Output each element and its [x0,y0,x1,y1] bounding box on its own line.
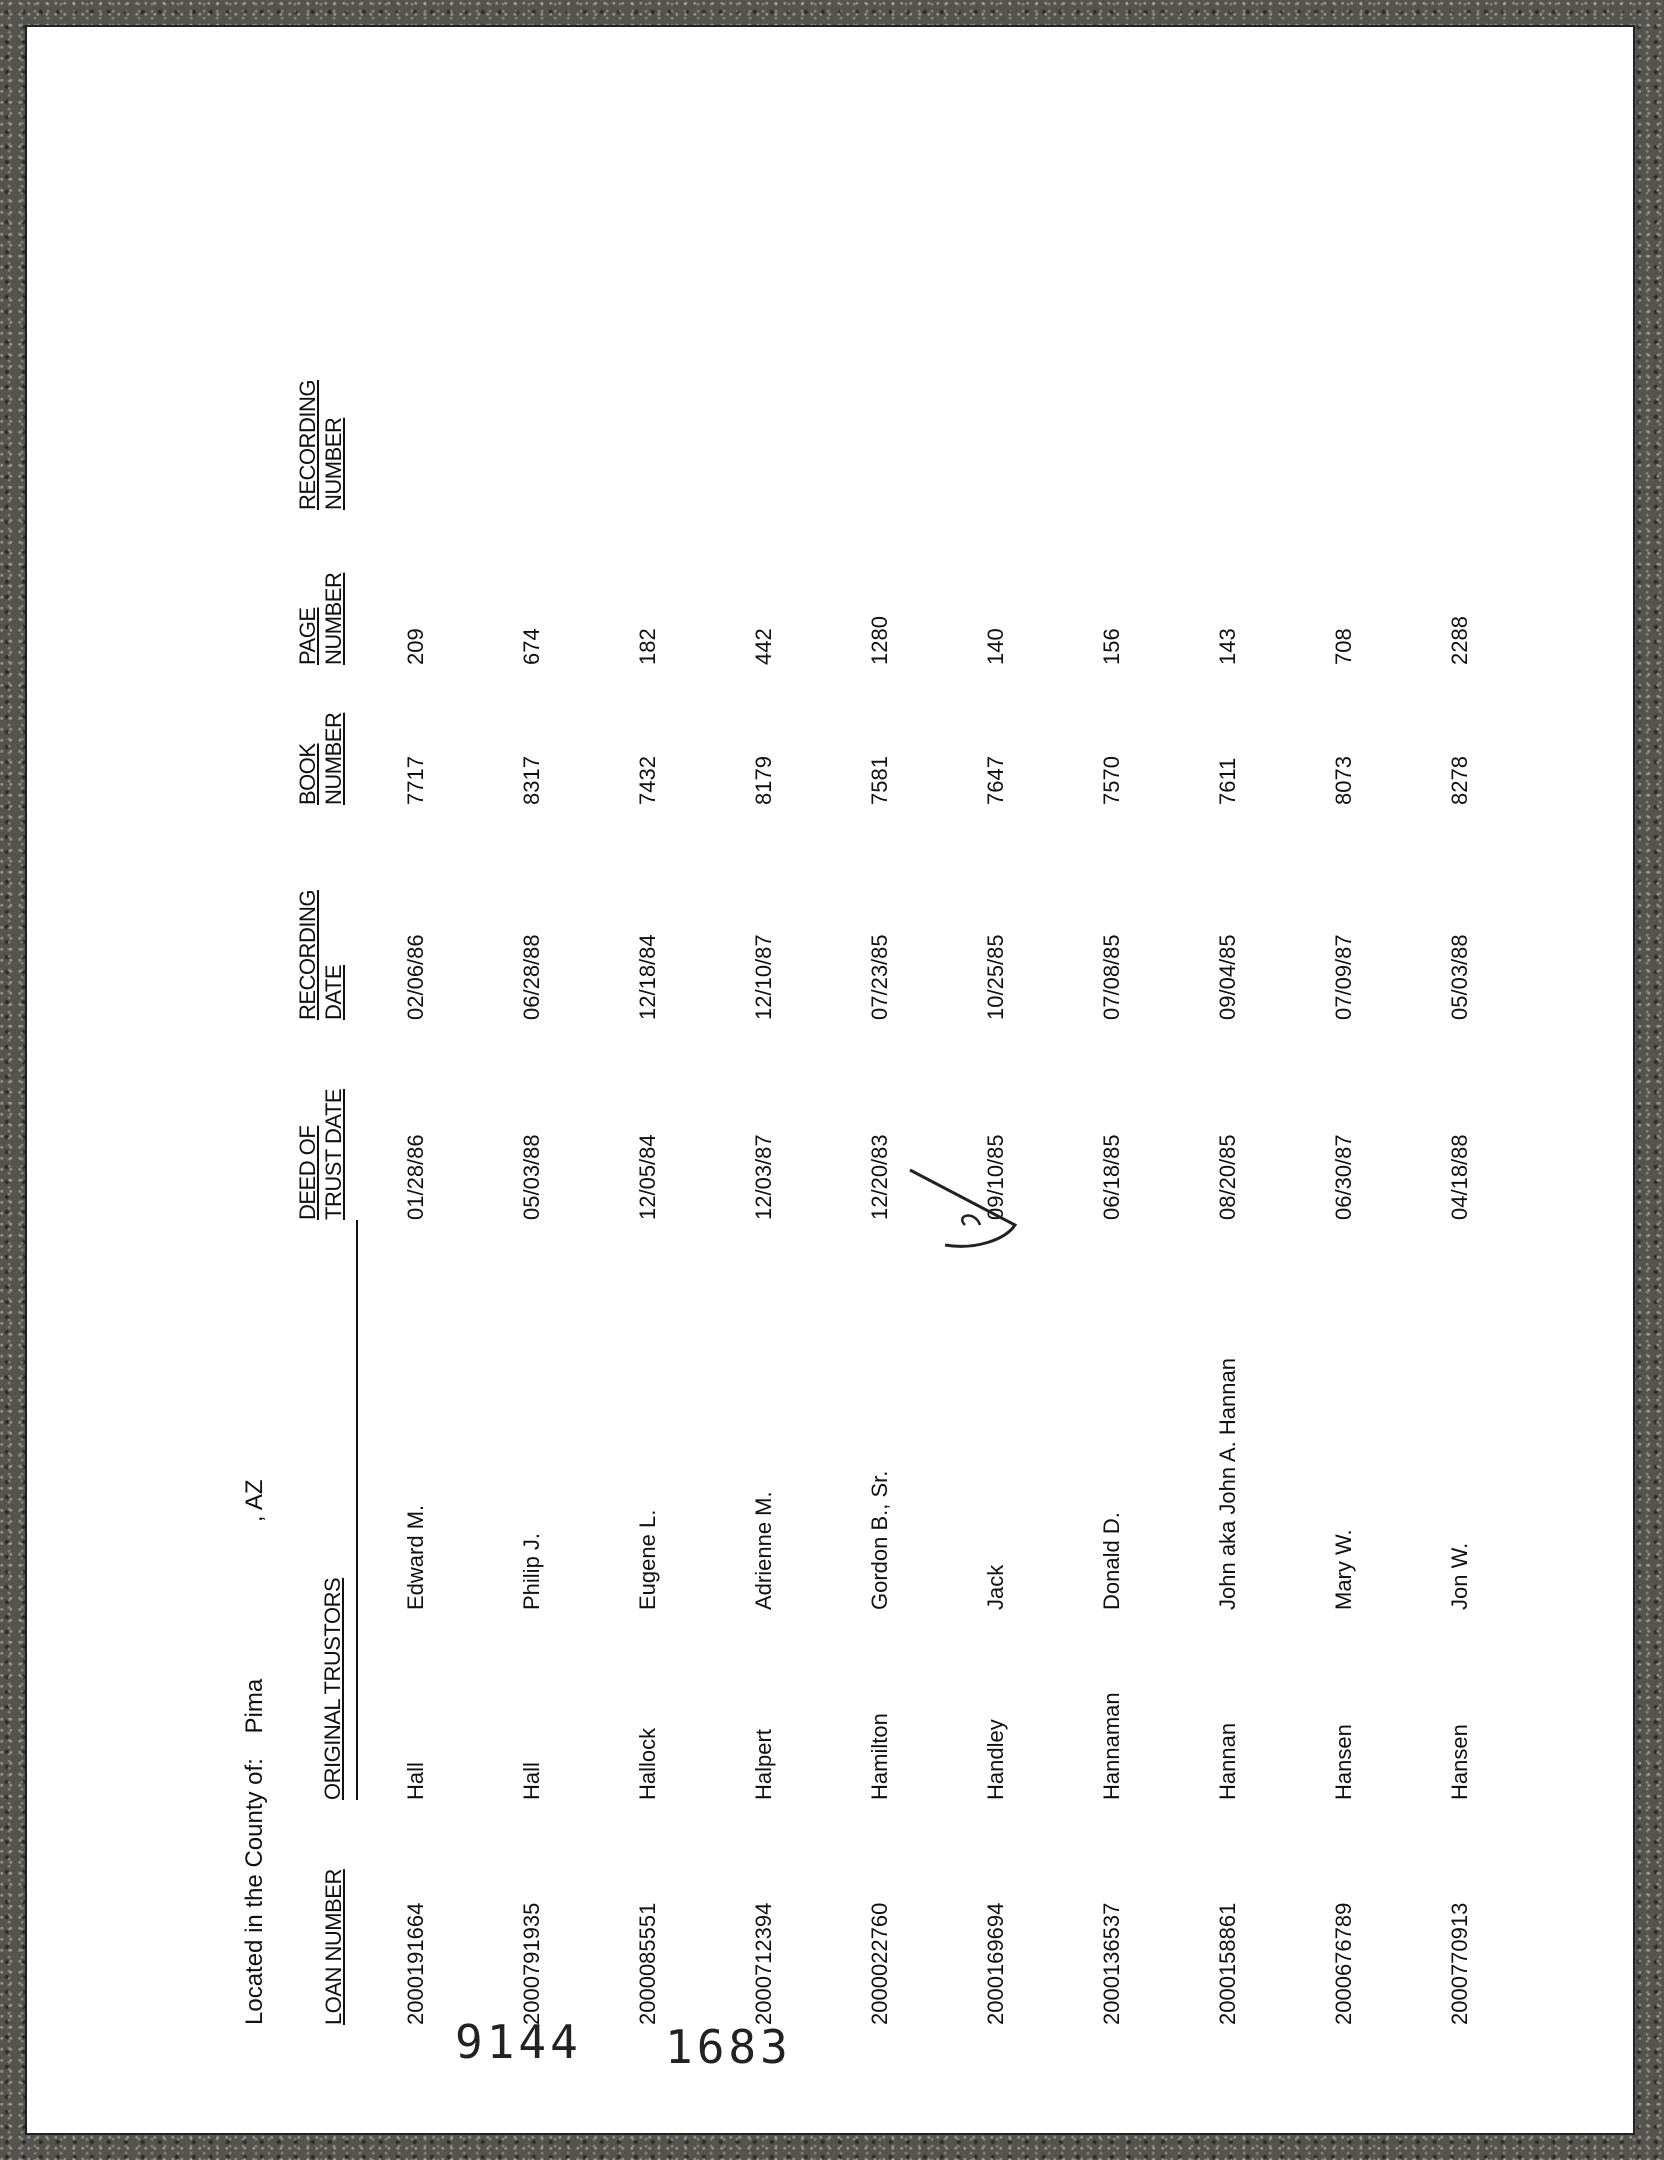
rotated-content [235,205,1615,2025]
trustor-first-name-cell: Gordon B., Sr. [867,1470,892,1610]
book-number-cell: 7581 [867,756,892,805]
table-row [1402,380,1518,2025]
page-number-cell: 1280 [867,616,892,665]
loan-number-cell: 2000022760 [867,1902,892,2025]
trustor-first-name-cell: John aka John A. Hannan [1215,1358,1240,1610]
deed-of-trust-date-cell: 12/03/87 [751,1134,776,1220]
page-number-cell: 182 [635,628,660,665]
loan-number-cell: 2000770913 [1447,1902,1472,2025]
table-row [590,380,706,2025]
recording-number-cell [706,380,822,510]
recording-date-cell: 05/03/88 [1447,934,1472,1020]
header-page-line-1: PAGE [295,607,320,665]
table-row [706,380,822,2025]
page-number-cell: 442 [751,628,776,665]
book-number-cell: 8317 [519,756,544,805]
trustor-last-name-cell: Handley [983,1719,1008,1800]
table-row [1054,380,1170,2025]
table-row [1286,380,1402,2025]
trustor-first-name-cell: Philip J. [519,1532,544,1610]
header-deed-line-2: TRUST DATE [321,1088,346,1220]
document-page [25,25,1635,2135]
loan-number-cell: 2000791935 [519,1902,544,2025]
book-number-cell: 7647 [983,756,1008,805]
trustor-first-name-cell: Eugene L. [635,1509,660,1610]
recording-date-cell: 06/28/88 [519,934,544,1020]
trustor-last-name-cell: Hall [403,1762,428,1800]
recording-number-cell [357,380,474,510]
header-rdate-line-1: RECORDING [295,890,320,1020]
book-number-cell: 7570 [1099,756,1124,805]
loan-number-cell: 2000169694 [983,1902,1008,2025]
deed-of-trust-date-cell: 01/28/86 [402,1134,428,1220]
loan-number-cell: 2000676789 [1331,1902,1356,2025]
book-number-cell: 8073 [1331,756,1356,805]
recording-date-cell: 09/04/85 [1215,934,1240,1020]
recording-date-cell: 02/06/86 [402,934,428,1020]
header-book-line-2: NUMBER [321,712,346,805]
header-page-line-2: NUMBER [321,572,346,665]
trustor-first-name-cell: Jon W. [1447,1542,1472,1610]
recording-date-cell: 07/08/85 [1099,934,1124,1020]
loan-number-cell: 2000712394 [751,1902,776,2025]
table-row [474,380,590,2025]
trustor-first-name-cell: Mary W. [1331,1529,1356,1610]
book-number-cell: 7432 [635,756,660,805]
deed-of-trust-date-cell: 12/05/84 [635,1134,660,1220]
book-number-cell: 7611 [1215,757,1240,805]
header-deed-line-1: DEED OF [295,1125,320,1220]
handwritten-note-2: 1683 [665,2020,792,2074]
header-book-number [295,665,357,805]
recording-date-cell: 07/09/87 [1331,934,1356,1020]
county-label: Located in the County of: [241,1758,268,2025]
loan-number-cell: 2000085551 [635,1902,660,2025]
header-deed-of-trust-date [295,1020,357,1220]
trustor-last-name-cell: Hamilton [867,1713,892,1800]
deed-of-trust-date-cell: 06/30/87 [1331,1134,1356,1220]
recording-number-cell [1170,380,1286,510]
loan-number-cell: 2000158861 [1215,1902,1240,2025]
state-value: , AZ [241,1479,268,1523]
header-recording-number [295,380,357,510]
book-number-cell: 8278 [1447,756,1472,805]
recording-number-cell [590,380,706,510]
header-rnum-line-2: NUMBER [321,417,346,510]
table-row [1170,380,1286,2025]
deed-of-trust-date-cell: 08/20/85 [1215,1134,1240,1220]
trustor-first-name-cell: Jack [983,1564,1008,1610]
trustor-last-name-cell: Halpert [751,1729,776,1800]
trustor-first-name-cell: Adrienne M. [751,1491,776,1610]
header-recording-date [295,805,357,1020]
recording-number-cell [938,380,1054,510]
trustor-last-name-cell: Hannan [1215,1722,1240,1800]
deed-of-trust-date-cell: 05/03/88 [519,1134,544,1220]
recording-date-cell: 12/18/84 [635,934,660,1020]
trustor-last-name-cell: Hansen [1331,1724,1356,1800]
table-row [357,380,474,2025]
deed-of-trust-date-cell: 09/10/85 [983,1134,1008,1220]
page-number-cell: 156 [1099,628,1124,665]
page-number-cell: 708 [1331,628,1356,665]
trustor-last-name-cell: Hannaman [1099,1692,1124,1800]
handwritten-note-1: 9144 [455,2015,582,2069]
trustor-first-name-cell: Donald D. [1099,1512,1124,1610]
recording-date-cell: 12/10/87 [751,934,776,1020]
recording-number-cell [822,380,938,510]
page-number-cell: 209 [402,628,428,665]
loan-number-cell: 2000191664 [402,1902,428,2025]
header-page-number [295,510,357,665]
trustor-last-name-cell: Hansen [1447,1724,1472,1800]
deed-of-trust-date-cell: 04/18/88 [1447,1134,1472,1220]
county-value: Pima [241,1678,268,1734]
handwritten-check-mark [905,1165,1025,1255]
recording-number-cell [1402,380,1518,510]
county-line [235,1479,275,2025]
book-number-cell: 7717 [402,756,428,805]
header-book-line-1: BOOK [295,743,320,805]
recording-number-cell [474,380,590,510]
table-header-row [295,380,357,2025]
page-number-cell: 674 [519,628,544,665]
recording-number-cell [1286,380,1402,510]
recording-date-cell: 07/23/85 [867,934,892,1020]
header-rnum-line-1: RECORDING [295,380,320,510]
header-loan-number: LOAN NUMBER [321,1869,346,2025]
recording-date-cell: 10/25/85 [983,934,1008,1020]
recording-number-cell [1054,380,1170,510]
page-number-cell: 140 [983,628,1008,665]
page-number-cell: 143 [1215,628,1240,665]
deed-of-trust-date-cell: 12/20/83 [867,1134,892,1220]
header-original-trustors: ORIGINAL TRUSTORS [295,1220,357,1800]
deed-of-trust-date-cell: 06/18/85 [1099,1134,1124,1220]
trustor-first-name-cell: Edward M. [403,1504,428,1610]
trustor-last-name-cell: Hallock [635,1727,660,1800]
page-number-cell: 2288 [1447,616,1472,665]
book-number-cell: 8179 [751,756,776,805]
trustor-last-name-cell: Hall [519,1762,544,1800]
loan-number-cell: 2000136537 [1099,1902,1124,2025]
header-rdate-line-2: DATE [321,964,346,1020]
